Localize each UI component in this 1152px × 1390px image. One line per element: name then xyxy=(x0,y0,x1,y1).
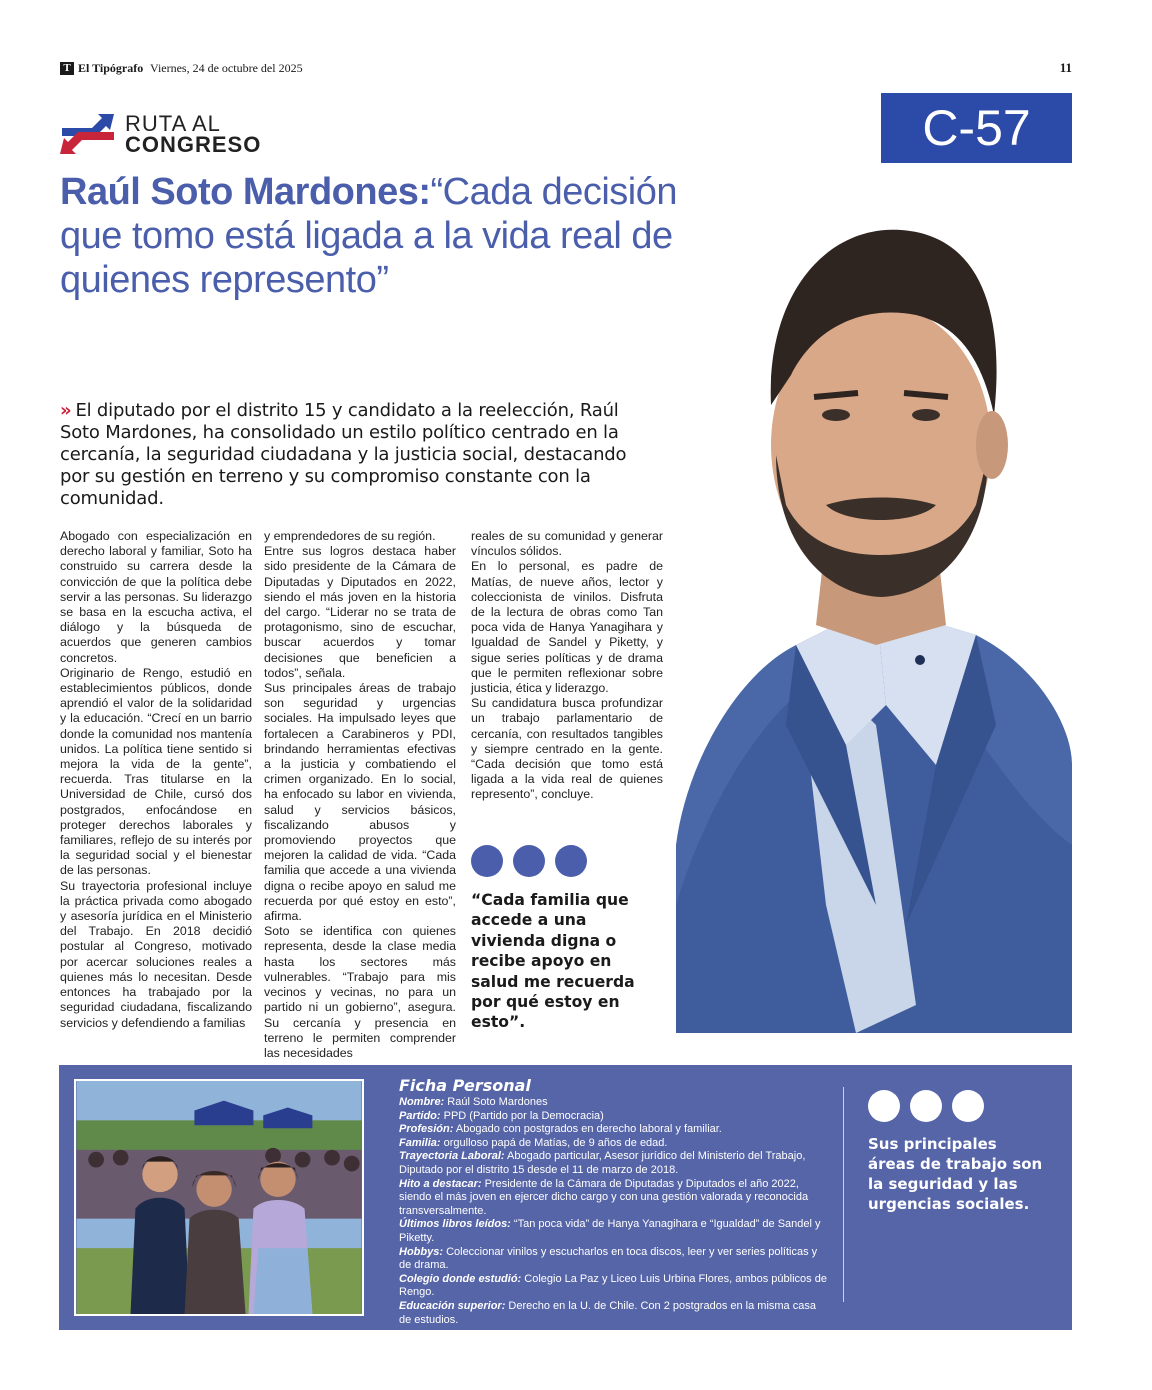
body-paragraph: reales de su comunidad y generar vínculos sólidos. xyxy=(471,529,663,559)
body-paragraph: Su trayectoria profesional incluye la práctica privada como abogado y asesoría jurídica en el Ministerio del Trabajo. En 2018 decidió postular al Congreso, motivado por acercar soluciones reales a quienes más lo necesitan. Desde entonces ha trabajado por la seguridad ciudadana, fiscalizando servicios y defendiendo a familias xyxy=(60,878,252,1030)
ficha-value: Abogado particular, Asesor jurídico del Ministerio del Trabajo, Diputado por el distrito 15 desde el 11 de marzo de 2018. xyxy=(399,1150,806,1176)
section-title-line2: CONGRESO xyxy=(125,132,262,157)
lead-marker: » xyxy=(60,400,72,421)
ficha-label: Profesión: xyxy=(399,1123,454,1136)
section-title-line1: RUTA AL xyxy=(125,111,221,136)
publication-date: Viernes, 24 de octubre del 2025 xyxy=(150,61,303,75)
body-paragraph: Soto se identifica con quienes representa, desde la clase media hasta los sectores más vulnerables. “Trabajo para mis vecinos y vecinas, no para un partido ni un gobierno”, asegura. Su cercanía y presencia en terreno le permiten comprender las necesidades xyxy=(264,924,456,1060)
ficha-value: Colegio La Paz y Liceo Luis Urbina Flores, ambos públicos de Rengo. xyxy=(399,1272,827,1299)
pull-quote: “Cada familia que accede a una vivienda digna o recibe apoyo en salud me recuerda por qué estoy en esto”. xyxy=(471,891,635,1032)
ficha-title: Ficha Personal xyxy=(399,1076,531,1095)
candidate-code-badge: C-57 xyxy=(881,93,1072,163)
candidate-portrait xyxy=(676,205,1072,1033)
ficha-value: orgulloso papá de Matías, de 9 años de edad. xyxy=(443,1136,668,1149)
ficha-personal xyxy=(399,1076,829,1327)
headline-name: Raúl Soto Mardones: xyxy=(60,171,431,213)
route-arrows-icon xyxy=(58,106,118,158)
body-paragraph: Abogado con especialización en derecho laboral y familiar, Soto ha construido su carrera desde la convicción de que la política debe servir a las personas. Su liderazgo se basa en la escucha activa, el diálogo y la búsqueda de acuerdos que generen cambios concretos. xyxy=(60,529,252,665)
ficha-row xyxy=(399,1218,829,1245)
ficha-value: Presidente de la Cámara de Diputadas y Diputados el año 2022, siendo el más joven en ejercer dicho cargo y con una gestión valorada y reconocida transversalmente. xyxy=(399,1177,809,1217)
lead-text: El diputado por el distrito 15 y candidato a la reelección, Raúl Soto Mardones, ha consolidado un estilo político centrado en la cercanía, la seguridad ciudadana y la justicia social, destacando por su gestión en terreno y su compromiso constante con la comunidad. xyxy=(60,400,627,509)
ficha-value: Derecho en la U. de Chile. Con 2 postgrados en la misma casa de estudios. xyxy=(399,1299,816,1326)
ficha-label: Últimos libros leídos: xyxy=(399,1218,511,1231)
dot-icon xyxy=(952,1090,984,1122)
dot-icon xyxy=(910,1090,942,1122)
ficha-row xyxy=(399,1123,829,1137)
page-number: 11 xyxy=(1059,60,1072,75)
ficha-value: PPD (Partido por la Democracia) xyxy=(443,1109,604,1122)
dot-icon xyxy=(555,845,587,877)
ficha-label: Educación superior: xyxy=(399,1299,506,1312)
body-column-3 xyxy=(471,529,663,803)
ficha-row xyxy=(399,1178,829,1219)
ficha-row xyxy=(399,1110,829,1124)
body-column-2 xyxy=(264,529,456,1061)
headline xyxy=(60,170,740,302)
ficha-value: “Tan poca vida” de Hanya Yanagihara e “Igualdad” de Sandel y Piketty. xyxy=(399,1218,821,1244)
dot-icon xyxy=(868,1090,900,1122)
ficha-row xyxy=(399,1096,829,1110)
headline-quote: “Cada decisión que tomo está ligada a la vida real de quienes represento” xyxy=(60,171,678,301)
ficha-row xyxy=(399,1300,829,1327)
body-paragraph: Sus principales áreas de trabajo son seguridad y urgencias sociales. Ha impulsado leyes que fortalecen a Carabineros y PDI, brindando herramientas efectivas a la justicia y combatiendo el crimen organizado. En lo social, ha enfocado su labor en vivienda, salud y servicios básicos, fiscalizando abusos y promoviendo proyectos que mejoren la calidad de vida. “Cada familia que accede a una vivienda digna o recibe apoyo en salud me recuerda por qué estoy en esto”, afirma. xyxy=(264,681,456,924)
body-paragraph: Originario de Rengo, estudió en establecimientos públicos, donde aprendió el valor de la solidaridad y la educación. “Crecí en un barrio donde la comunidad nos mantenía unidos. La política tiene sentido si mejora la vida de la gente”, recuerda. Tras titularse en la Universidad de Chile, cursó dos postgrados, enfocándose en proteger derechos laborales y familiares, reflejo de su interés por la seguridad social y el bienestar de las personas. xyxy=(60,665,252,878)
ficha-value: Coleccionar vinilos y escucharlos en toca discos, leer y ver series políticas y de drama. xyxy=(399,1245,818,1272)
publication-logo: T xyxy=(60,62,74,75)
body-paragraph: Entre sus logros destaca haber sido presidente de la Cámara de Diputadas y Diputados en 2022, siendo el más joven en la historia del cargo. “Liderar no se trata de protagonismo, sino de escuchar, buscar acuerdos y tomar decisiones que beneficien a todos”, señala. xyxy=(264,544,456,680)
lead-paragraph xyxy=(60,400,660,510)
dot-icon xyxy=(513,845,545,877)
panel-divider xyxy=(843,1087,844,1302)
panel-dots-decoration xyxy=(868,1090,984,1122)
body-paragraph: y emprendedores de su región. xyxy=(264,529,436,543)
ficha-label: Familia: xyxy=(399,1136,441,1149)
ficha-row xyxy=(399,1273,829,1300)
ficha-label: Hito a destacar: xyxy=(399,1177,482,1190)
ficha-row xyxy=(399,1150,829,1177)
ficha-value: Raúl Soto Mardones xyxy=(447,1096,548,1108)
body-column-1 xyxy=(60,529,252,1031)
panel-quote: Sus principales áreas de trabajo son la seguridad y las urgencias sociales. xyxy=(868,1135,1043,1213)
ficha-label: Nombre: xyxy=(399,1096,445,1108)
ficha-value: Abogado con postgrados en derecho laboral y familiar. xyxy=(455,1123,722,1136)
publication-name: El Tipógrafo xyxy=(78,61,144,75)
ficha-label: Hobbys: xyxy=(399,1245,443,1258)
ficha-label: Trayectoria Laboral: xyxy=(399,1150,505,1163)
quote-dots-decoration xyxy=(471,845,587,877)
ficha-label: Partido: xyxy=(399,1109,441,1122)
body-paragraph: Su candidatura busca profundizar un trabajo parlamentario de cercanía, con resultados tangibles y siempre centrado en la gente. “Cada decisión que tomo está ligada a la vida real de quienes represento”, concluye. xyxy=(471,696,663,802)
dot-icon xyxy=(471,845,503,877)
ficha-row xyxy=(399,1137,829,1151)
body-paragraph: En lo personal, es padre de Matías, de nueve años, lector y coleccionista de vinilos. Disfruta de la lectura de obras como Tan poca vida de Hanya Yanagihara y Igualdad de Sandel y Piketty, y sigue series políticas y de drama que le permiten reflexionar sobre justicia, ética y liderazgo. xyxy=(471,559,663,696)
ficha-label: Colegio donde estudió: xyxy=(399,1272,522,1285)
ficha-row xyxy=(399,1246,829,1273)
campaign-event-photo xyxy=(74,1079,364,1316)
